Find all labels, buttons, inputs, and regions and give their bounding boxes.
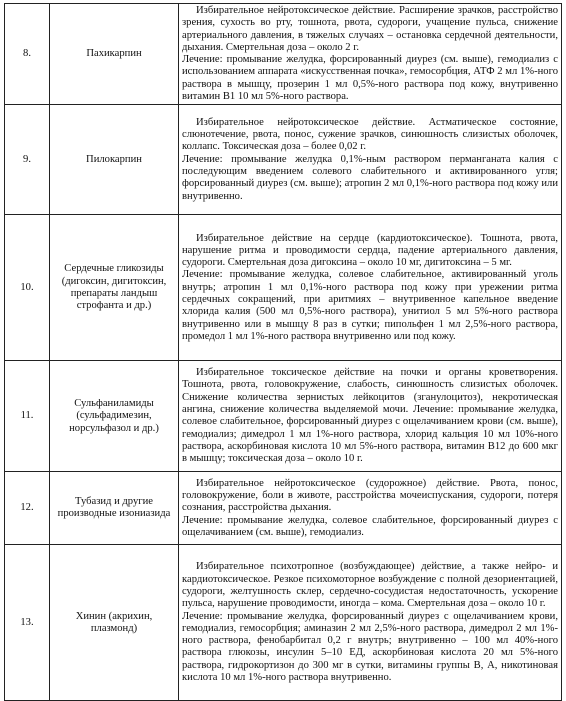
row-number: 13.: [5, 545, 50, 701]
treatment-paragraph: Лечение: промывание желудка, солевое слабительное, активированный уголь внутрь; атропин 1 мл 0,1%-ного раствора под кожу при урежении ритма сердечных сокращений, при аритмиях – внутривенное капельное введение хлорида калия (500 мл 0,5%-ного раствора), унитиол 5 мл 5%-ного раствора внутривенно или в мышцу 8 раз в сутки; пипольфен 1 мл 2,5%-ного раствора, промедол 1 мл 1%-ного раствора внутривенно или под кожу.: [182, 269, 558, 342]
row-number: 10.: [5, 215, 50, 361]
row-number: 12.: [5, 472, 50, 545]
row-number: 9.: [5, 105, 50, 215]
table-row: [5, 4, 562, 105]
treatment-paragraph: Лечение: промывание желудка, солевое слабительное, форсированный диурез с ощелачиванием (см. выше), гемодиализ.: [182, 514, 558, 538]
substance-description: [179, 545, 562, 701]
substance-name: Пилокарпин: [50, 105, 179, 215]
substance-name: Сульфаниламиды (сульфадимезин, норсульфазол и др.): [50, 361, 179, 472]
substance-description: [179, 105, 562, 215]
row-number: 8.: [5, 4, 50, 105]
substance-name: Сердечные гликозиды (дигоксин, дигитоксин, препараты ландыш строфанта и др.): [50, 215, 179, 361]
description-paragraph: Избирательное психотропное (возбуждающее) действие, а также нейро- и кардиотоксическое. Резкое психомоторное возбуждение с полной дезориентацией, судороги, желтушность склер, сердечно-сосудистая недостаточность, ускорение пульса, нарушение проводимости, иногда – кома. Смертельная доза – около 10 г.: [182, 561, 558, 610]
substance-description: [179, 4, 562, 105]
table-row: [5, 215, 562, 361]
description-paragraph: Избирательное нейротоксическое действие. Расширение зрачков, расстройство зрения, сухость во рту, тошнота, рвота, судороги, учащение пульса, снижение артериального давления, в тяжелых случаях – остановка сердечной деятельности, дыхания. Смертельная доза – около 2 г.: [182, 5, 558, 53]
table-row: [5, 545, 562, 701]
table-row: [5, 361, 562, 472]
substance-description: [179, 361, 562, 472]
table-row: [5, 472, 562, 545]
description-paragraph: Избирательное токсическое действие на почки и органы кроветворения. Тошнота, рвота, головокружение, слабость, синюшность слизистых оболочек. Снижение количества зернистых лейкоцитов (зганулоцитоз), некротическая ангина, снижение количества выделяемой мочи. Лечение: промывание желудка, солевое слабительное, форсированный диурез с ощелачиванием крови (см. выше), гемодиализ; димедрол 1 мл 1%-ного раствора, хлорид кальция 10 мл 10%-ного раствора, аскорбиновая кислота 10 мл 5%-ного раствора, витамин В12 до 600 мкг в мышцу; токсическая доза – около 10 г.: [182, 367, 558, 465]
substance-name: Хинин (акрихин, плазмонд): [50, 545, 179, 701]
description-paragraph: Избирательное нейротоксическое (судорожное) действие. Рвота, понос, головокружение, боли в животе, расстройства мочеиспускания, судороги, потеря сознания, расстройства дыхания.: [182, 477, 558, 514]
substance-name: Пахикарпин: [50, 4, 179, 105]
substance-description: [179, 215, 562, 361]
substance-description: [179, 472, 562, 545]
table-row: [5, 105, 562, 215]
description-paragraph: Избирательное действие на сердце (кардиотоксическое). Тошнота, рвота, нарушение ритма и проводимости сердца, падение артериального давления, судороги. Смертельная доза дигоксина – около 10 мг, дигитоксина – 5 мг.: [182, 232, 558, 269]
row-number: 11.: [5, 361, 50, 472]
treatment-paragraph: Лечение: промывание желудка, форсированный диурез с ощелачиванием крови, гемодиализ, гемосорбция; аминазин 2 мл 2,5%-ного раствора, димедрол 2 мл 1%-ного раствора, фенобарбитал 0,2 г внутрь; внутривенно – 100 мл 40%-ного раствора глюкозы, инсулин 5–10 ЕД, аскорбиновая кислота 20 мл 5%-ного раствора, гидрокортизон до 300 мг в сутки, витамины группы В, А, никотиновая кислота 10 мл 1%-ного раствора внутривенно.: [182, 610, 558, 684]
substance-name: Тубазид и другие производные изониазида: [50, 472, 179, 545]
description-paragraph: Избирательное нейротоксическое действие. Астматическое состояние, слюнотечение, рвота, понос, сужение зрачков, синюшность слизистых оболочек, коллапс. Токсическая доза – более 0,02 г.: [182, 116, 558, 153]
poisoning-table: [4, 3, 562, 701]
treatment-paragraph: Лечение: промывание желудка, форсированный диурез (см. выше), гемодиализ с использованием аппарата «искусственная почка», гемосорбция, АТФ 2 мл 1%-ного раствора в мышцу, прозерин 1 мл 0,5%-ного раствора под кожу, внутривенно витамин В1 10 мл 5%-ного раствора.: [182, 54, 558, 103]
treatment-paragraph: Лечение: промывание желудка 0,1%-ным раствором перманганата калия с последующим введением солевого слабительного и активированного угля; форсированный диурез (см. выше); атропин 2 мл 0,1%-ного раствора под кожу или внутривенно.: [182, 153, 558, 202]
